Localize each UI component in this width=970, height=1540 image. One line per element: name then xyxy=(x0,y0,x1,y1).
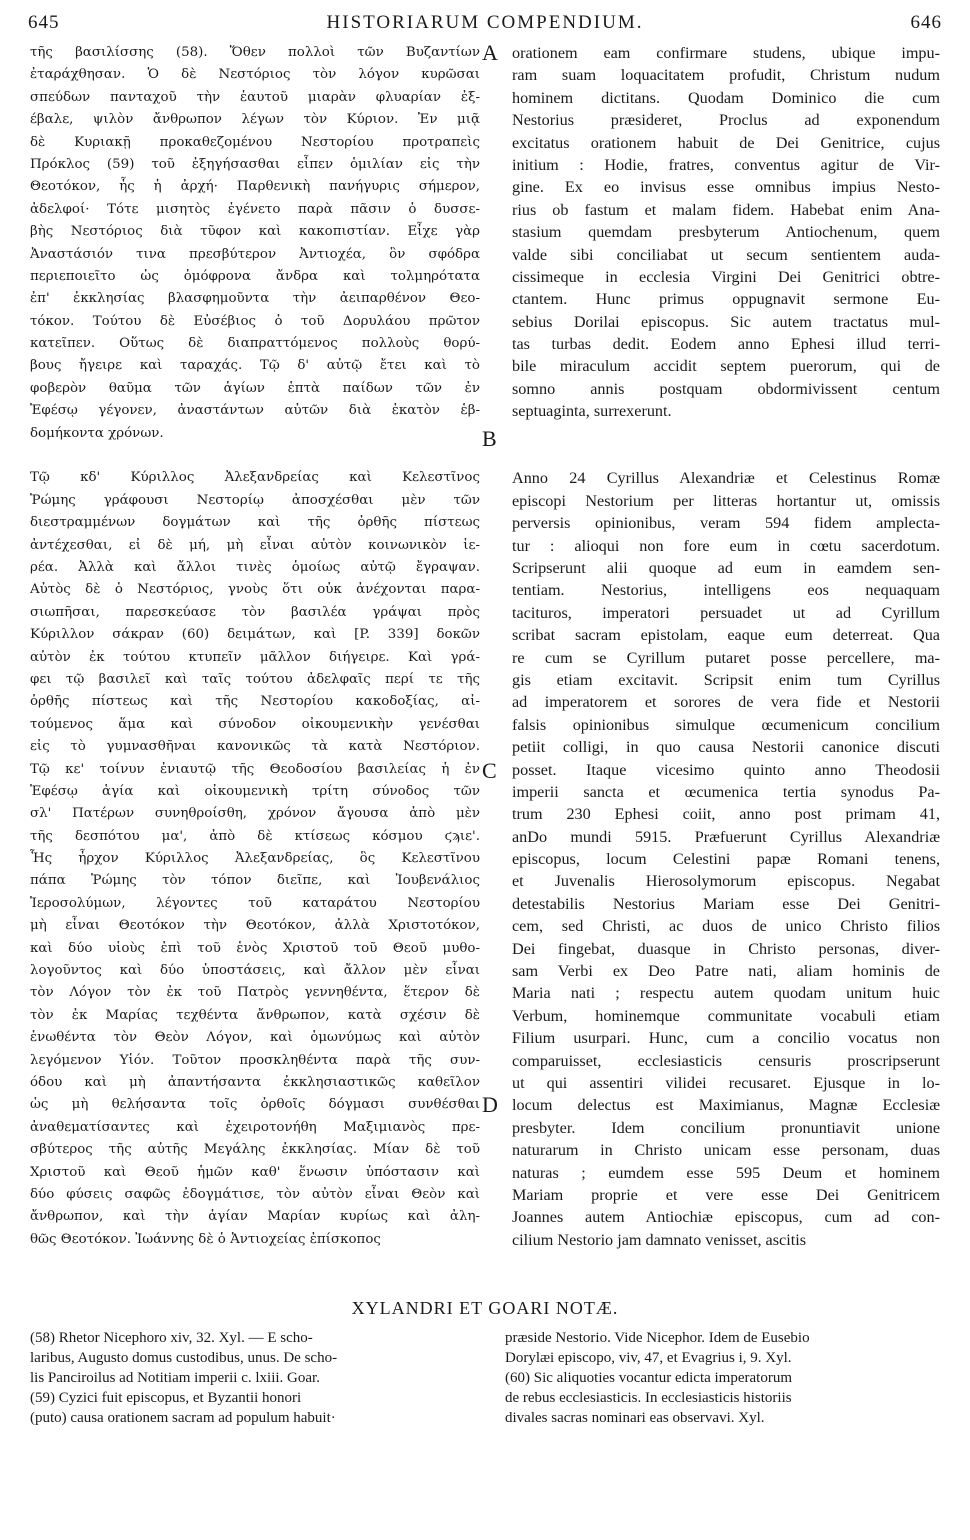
latin-text-line: naturarum in Christo unicam esse personam, duas xyxy=(512,1141,940,1160)
latin-text-line: imperii sancta et œcumenica tertia synodus Pa- xyxy=(512,782,940,801)
greek-text-line: εἰς τὸ γυμνασθῆναι κανονικῶς τὰ κατὰ Νεστόριον. xyxy=(30,739,480,755)
latin-text-line: ut qui assentiri vilidei recusaret. Ejusque in lo- xyxy=(512,1073,940,1092)
greek-text-line: ἀντέχεσθαι, εἰ δὲ μή, μὴ εἶναι αὐτὸν κοινωνικὸν ἱε- xyxy=(30,537,480,553)
greek-text-line: πάπα Ῥώμης τὸν τόπον διεῖπε, καὶ Ἰουβενάλιος xyxy=(30,873,480,889)
note-line: (59) Cyzici fuit episcopus, et Byzantii honori xyxy=(30,1390,302,1406)
latin-text-line: ram suam loquacitatem profudit, Christum nudum xyxy=(512,66,940,85)
greek-text-line: ὀρθῆς πίστεως καὶ τῆς Νεστορίου κακοδοξίας, αἰ- xyxy=(30,694,480,710)
greek-text-line: φοβερὸν θαῦμα τῶν ἁγίων ἑπτὰ παίδων τῶν ἐν xyxy=(30,380,480,396)
greek-text-line: τὸν Λόγον τὸν ἐκ τοῦ Πατρὸς γεννηθέντα, ἕτερον δὲ xyxy=(30,985,480,1001)
latin-text-line: septuaginta, surrexerunt. xyxy=(512,402,672,421)
greek-text-line: δὲ Κυριακῇ προκαθεζομένου Νεστορίου προτραπεὶς xyxy=(30,134,480,150)
greek-text-line xyxy=(30,445,480,467)
latin-text-line: comparuisset, ecclesiasticis censuris proscripserunt xyxy=(512,1051,940,1070)
latin-text-line: re cum se Cyrillum putaret posse percellere, ma- xyxy=(512,648,940,667)
greek-text-line: Χριστοῦ καὶ Θεοῦ ἡμῶν καθ' ἕνωσιν ὑπόστασιν καὶ xyxy=(30,1164,480,1180)
greek-text-line: δύο φύσεις σαφῶς ἐδογμάτισε, τὸν αὐτὸν εἶναι Θεὸν καὶ xyxy=(30,1186,480,1202)
greek-text-line: δομήκοντα χρόνων. xyxy=(30,425,164,441)
greek-text-line: σλ' Πατέρων συνηθροίσθη, χρόνον ἄγουσα ἀπὸ μὲν xyxy=(30,806,480,822)
running-title: HISTORIARUM COMPENDIUM. xyxy=(326,12,644,33)
greek-text-line: Αὐτὸς δὲ ὁ Νεστόριος, γνοὺς ὅτι οὐκ ἀνέχονται παρα- xyxy=(30,582,480,598)
latin-text-line: Filium usurpari. Hunc, cum a concilio vocatus non xyxy=(512,1029,940,1048)
latin-text-line: initium : Hodie, fratres, conventus agitur de Vir- xyxy=(512,155,940,174)
section-marker-b: B xyxy=(482,426,497,451)
greek-text-line: Θεοτόκον, ἧς ἡ ἀρχή· Παρθενικὴ πανήγυρις σήμερον, xyxy=(30,179,480,195)
note-line: divales sacras nominari eas observavi. Xyl. xyxy=(505,1410,765,1426)
latin-text-line xyxy=(512,423,940,445)
latin-text-column xyxy=(512,42,940,1251)
latin-text-line: locum delectus est Maximianus, Magnæ Ecclesiæ xyxy=(512,1096,940,1115)
greek-text-line: αὐτὸν ἐκ τούτου κτυπεῖν μᾶλλον διήγειρε. Καὶ γρά- xyxy=(30,649,480,665)
latin-text-line: anDo mundi 5915. Præfuerunt Cyrillus Alexandriæ xyxy=(512,827,940,846)
greek-text-line: Ἐφέσῳ γέγονεν, ἀναστάντων αὐτῶν διὰ ἑκατὸν ἑβ- xyxy=(30,403,480,419)
greek-text-line: Ῥώμης γράφουσι Νεστορίῳ ἀποσχέσθαι μὲν τῶν xyxy=(30,492,480,508)
latin-text-line: Mariam proprie et vere esse Dei Genitricem xyxy=(512,1185,940,1204)
greek-text-line: ἀναθεματίσαντες καὶ ἐχειροτονήθη Μαξιμιανὸς πρε- xyxy=(30,1119,480,1135)
latin-text-line: petiit colligi, in quo causa Nestorii canonice discuti xyxy=(512,738,940,757)
notes-right-column xyxy=(505,1328,940,1428)
greek-text-line: ἀδελφοί· Τότε μισητὸς ἐγένετο παρὰ πᾶσιν ὁ δυσσε- xyxy=(30,201,480,217)
greek-text-line: περιεποιεῖτο ὡς ὁμόφρονα ἄνδρα καὶ τολμηρότατα xyxy=(30,268,480,284)
greek-text-line: έβαλε, ψιλὸν ἄνθρωπον λέγων τὸν Κύριον. Ἐν μιᾷ xyxy=(30,112,480,128)
latin-text-line: valde sibi conciliabat ut secum sentientem auda- xyxy=(512,245,940,264)
greek-text-line: Ἐφέσῳ ἁγία καὶ οἰκουμενικὴ τρίτη σύνοδος τῶν xyxy=(30,783,480,799)
greek-text-column xyxy=(30,42,480,1251)
latin-text-line: Verbum, hominemque communitate vocabuli etiam xyxy=(512,1006,940,1025)
latin-text-line: hominem dictitans. Quodam Dominico die cum xyxy=(512,88,940,107)
latin-text-line: tacituros, imperatori persuadet ut ad Cyrillum xyxy=(512,603,940,622)
greek-text-line: διεστραμμένων δογμάτων καὶ τῆς ὀρθῆς πίστεως xyxy=(30,515,480,531)
greek-text-line: Τῷ κε' τοίνυν ἐνιαυτῷ τῆς Θεοδοσίου βασιλείας ἡ ἐν xyxy=(30,761,480,777)
note-line: præside Nestorio. Vide Nicephor. Idem de Eusebio xyxy=(505,1330,810,1346)
latin-text-line: detestabilis Nestorius Mariam esse Dei Genitri- xyxy=(512,894,940,913)
greek-text-line: σιωπῆσαι, παρεσκεύασε τὸν βασιλέα γράψαι πρὸς xyxy=(30,604,480,620)
latin-text-line: Joannes autem Antiochiæ episcopus, cum ad con- xyxy=(512,1208,940,1227)
greek-text-line: ρέα. Ἀλλὰ καὶ ἄλλοι τινὲς ὁμοίως αὐτῷ ἔγραψαν. xyxy=(30,559,480,575)
greek-text-line: σπεύδων πανταχοῦ τὴν ἑαυτοῦ μιαρὰν φλυαρίαν ἐξ- xyxy=(30,89,480,105)
note-line: (puto) causa orationem sacram ad populum habuit· xyxy=(30,1410,336,1426)
greek-text-line: Τῷ κδ' Κύριλλος Ἀλεξανδρείας καὶ Κελεστῖνος xyxy=(30,470,480,486)
note-line: Dorylæi episcopo, viv, 47, et Evagrius i, 9. Xyl. xyxy=(505,1350,792,1366)
notes-heading: XYLANDRI ET GOARI NOTÆ. xyxy=(351,1298,619,1318)
greek-text-line: Ἧς ἦρχον Κύριλλος Ἀλεξανδρείας, ὃς Κελεστῖνου xyxy=(30,851,480,867)
note-line: laribus, Augusto domus custodibus, unus. De scho- xyxy=(30,1350,338,1366)
latin-text-line: tentiam. Nestorius, intelligens eos nequaquam xyxy=(512,581,940,600)
greek-text-line: τὸν ἐκ Μαρίας τεχθέντα ἄνθρωπον, κατὰ σχέσιν δὲ xyxy=(30,1007,480,1023)
latin-text-line: gis etiam excitavit. Scripsit enim tum Cyrillus xyxy=(512,670,940,689)
greek-text-line: τούμενος ἅμα καὶ σύνοδον οἰκουμενικὴν γενέσθαι xyxy=(30,716,480,732)
greek-text-line: λογοῦντος καὶ δύο ὑποστάσεις, καὶ ἄλλον μὲν εἶναι xyxy=(30,963,480,979)
section-marker-d: D xyxy=(482,1092,498,1117)
greek-text-line: σβύτερος τῆς αὐτῆς Μεγάλης ἐκκλησίας. Μίαν δὲ τοῦ xyxy=(30,1142,480,1158)
latin-text-line: falsis opinionibus simulque œcumenicum concilium xyxy=(512,715,940,734)
note-line: (60) Sic aliquoties vocantur edicta imperatorum xyxy=(505,1370,792,1386)
latin-text-line: orationem eam confirmare studens, ubique impu- xyxy=(512,44,940,62)
latin-text-line: Anno 24 Cyrillus Alexandriæ et Celestinus Romæ xyxy=(512,469,940,488)
greek-text-line: Ἱεροσολύμων, λέγοντες τοῦ καταράτου Νεστορίου xyxy=(30,895,480,911)
latin-text-line xyxy=(512,445,940,467)
latin-text-line: trum 230 Ephesi coiit, anno post primam 41, xyxy=(512,805,940,824)
notes-left-column xyxy=(30,1328,475,1428)
latin-text-line: cissimeque in ecclesia Virgini Dei Genitrici obtre- xyxy=(512,267,940,286)
latin-text-line: somno annis postquam obdormivissent centum xyxy=(512,379,940,398)
greek-text-line: Πρόκλος (59) τοῦ ἐξηγήσασθαι εἶπεν ὁμιλίαν εἰς τὴν xyxy=(30,156,480,172)
greek-text-line: ἐταράχθησαν. Ὁ δὲ Νεστόριος τὸν λόγον κυρῶσαι xyxy=(30,67,480,83)
latin-text-line: posset. Itaque vicesimo quinto anno Theodosii xyxy=(512,760,940,779)
greek-text-line: Κύριλλον σάκραν (60) δειμάτων, καὶ [P. 339] δοκῶν xyxy=(30,627,480,643)
latin-text-line: rius ob fastum et malam fidem. Habebat enim Ana- xyxy=(512,200,940,219)
greek-text-line: φει τῷ βασιλεῖ καὶ ταῖς τούτου ἀδελφαῖς περί τε τῆς xyxy=(30,671,480,687)
page-number-right: 646 xyxy=(910,12,942,33)
greek-text-line: τῆς δεσπότου μα', ἀπὸ δὲ κτίσεως κόσμου ϛϡιε'. xyxy=(30,828,480,844)
greek-text-line: μὴ εἶναι Θεοτόκον τὴν Θεοτόκον, ἀλλὰ Χριστοτόκον, xyxy=(30,918,480,934)
page-number-left: 645 xyxy=(28,12,60,33)
greek-text-line: βους ἤγειρε καὶ ταραχάς. Τῷ δ' αὐτῷ ἔτει καὶ τὸ xyxy=(30,358,480,374)
greek-text-line: λεγόμενον Υἱόν. Τοῦτον προσκληθέντα παρὰ τῆς συν- xyxy=(30,1052,480,1068)
latin-text-line: ad imperatorem et sorores de vera fide et Nestorii xyxy=(512,693,940,712)
greek-text-line: θῶς Θεοτόκον. Ἰωάννης δὲ ὁ Ἀντιοχείας ἐπίσκοπος xyxy=(30,1231,381,1247)
latin-text-line: cilium Nestorio jam damnato venisset, ascitis xyxy=(512,1230,807,1249)
latin-text-line: tas turbas dedit. Eodem anno Ephesi illud terri- xyxy=(512,335,940,354)
greek-text-line: ἐπ' ἐκκλησίας βλασφημοῦντα τὴν ἀειπαρθένον Θεο- xyxy=(30,291,480,307)
latin-text-line: Dei fingebat, duasque in Christo personas, diver- xyxy=(512,939,940,958)
latin-text-line: Scripserunt alii quoque ad eum in eamdem sen- xyxy=(512,558,940,577)
latin-text-line: gine. Ex eo invisus esse omnibus impius Nesto- xyxy=(512,178,940,197)
greek-text-line: όδου καὶ μὴ ἀπαντήσαντα ἐκκλησιαστικῶς καθεῖλον xyxy=(30,1074,480,1090)
greek-text-line: κατεῖπεν. Οὕτως δὲ διαπραττόμενος πολλοὺς θορύ- xyxy=(30,336,480,352)
greek-text-line: τῆς βασιλίσσης (58). Ὅθεν πολλοὶ τῶν Βυζαντίων xyxy=(30,45,480,60)
latin-text-line: presbyter. Idem concilium pronuntiavit unione xyxy=(512,1118,940,1137)
latin-text-line: perversis opinionibus, veram 594 fidem amplecta- xyxy=(512,514,940,533)
section-marker-c: C xyxy=(482,758,497,783)
latin-text-line: sam Verbi ex Deo Patre nati, aliam hominis de xyxy=(512,962,940,981)
latin-text-line: Nestorius præsideret, Proclus ad exponendum xyxy=(512,111,940,130)
greek-text-line: ὡς μὴ θελήσαντα τοῖς ὀρθοῖς δόγμασι συνθέσθαι xyxy=(30,1097,480,1113)
greek-text-line: καὶ δύο υἱοὺς ἐπὶ τοῦ ἑνὸς Χριστοῦ τοῦ Θεοῦ μυθο- xyxy=(30,940,480,956)
latin-text-line: Maria nati ; respectu autem quodam unitum huic xyxy=(512,984,940,1003)
note-line: lis Panciroilus ad Notitiam imperii c. lxiii. Goar. xyxy=(30,1370,320,1386)
greek-text-line: τόκον. Τούτου δὲ Εὐσέβιος ὁ τοῦ Δορυλάου πρῶτον xyxy=(30,313,480,329)
latin-text-line: tur : alioqui non fore eum in cœtu sacerdotum. xyxy=(512,536,940,555)
latin-text-line: naturas ; eumdem esse 595 Deum et hominem xyxy=(512,1163,940,1182)
section-marker-a: A xyxy=(482,40,498,65)
latin-text-line: stasium quemdam presbyterum Antiochenum, quem xyxy=(512,223,940,242)
latin-text-line: cem, sed Christi, ac duos de unico Christo filios xyxy=(512,917,940,936)
latin-text-line: ctantem. Hunc primus oppugnavit sermone Eu- xyxy=(512,290,940,309)
greek-text-line: βὴς Νεστόριος διὰ τῦφον καὶ κακοπιστίαν. Εἶχε γὰρ xyxy=(30,224,480,240)
running-header xyxy=(28,8,942,38)
latin-text-line: episcopus, locum Celestini papæ Romani tenens, xyxy=(512,850,940,869)
latin-text-line: scribat sacram epistolam, eaque eum deterreat. Qua xyxy=(512,626,940,645)
greek-text-line: Ἀναστάσιόν τινα πρεσβύτερον Ἀντιοχέα, ὃν σφόδρα xyxy=(30,246,480,262)
latin-text-line: excitatus orationem habuit de Dei Genitrice, cujus xyxy=(512,133,940,152)
latin-text-line: bile miraculum accidit septem puerorum, qui de xyxy=(512,357,940,376)
greek-text-line: ἄνθρωπον, καὶ τὴν ἁγίαν Μαρίαν κυρίως καὶ ἀλη- xyxy=(30,1209,480,1225)
note-line: (58) Rhetor Nicephoro xiv, 32. Xyl. — E scho- xyxy=(30,1330,313,1346)
note-line: de rebus ecclesiasticis. In ecclesiasticis historiis xyxy=(505,1390,792,1406)
latin-text-line: episcopi Nestorium per litteras hortantur ut, omissis xyxy=(512,491,940,510)
latin-text-line: et Juvenalis Hierosolymorum episcopus. Negabat xyxy=(512,872,940,891)
latin-text-line: sebius Dorilai episcopus. Sic autem tractatus mul- xyxy=(512,312,940,331)
greek-text-line: ἑνωθέντα τὸν Θεὸν Λόγον, καὶ ὁμωνύμως καὶ αὐτὸν xyxy=(30,1030,480,1046)
